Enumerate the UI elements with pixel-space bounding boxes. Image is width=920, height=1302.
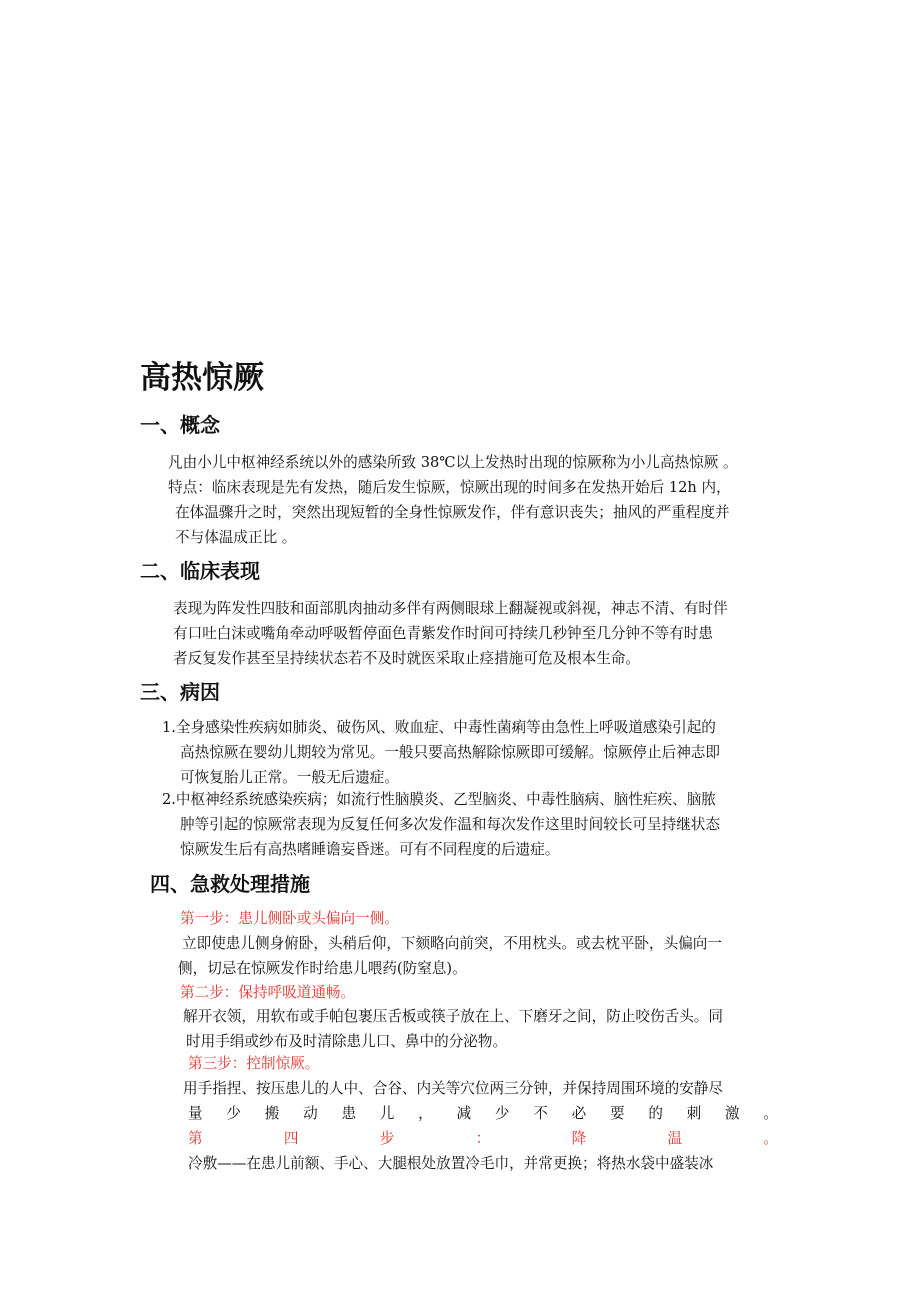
- concept-paragraph: [168, 450, 738, 550]
- step1-title: [180, 906, 399, 931]
- spread-char: 的: [648, 1105, 663, 1122]
- paragraph-line: 惊厥发生后有高热嗜睡谵妄昏迷。可有不同程度的后遗症。: [180, 841, 560, 858]
- spread-char: 儿: [379, 1105, 395, 1122]
- paragraph-line: 在体温骤升之时，突然出现短暂的全身性惊厥发作，伴有意识丧失；抽风的严重程度并: [175, 504, 730, 521]
- spread-char: 步: [379, 1130, 395, 1147]
- step3-body: [183, 1076, 783, 1126]
- step-title-text: 第二步：保持呼吸道通畅。: [180, 984, 356, 1001]
- spread-char: 降: [571, 1130, 587, 1147]
- step3-title: [188, 1051, 319, 1076]
- spread-char: ，: [418, 1105, 433, 1122]
- spread-char: 少: [494, 1105, 510, 1122]
- paragraph-line: 立即使患儿侧身俯卧，头稍后仰，下颏略向前突，不用枕头。或去枕平卧，头偏向一: [182, 935, 722, 952]
- paragraph-line: 侧，切忌在惊厥发作时给患儿喂药(防窒息)。: [178, 960, 467, 977]
- spread-char: 激: [725, 1105, 740, 1122]
- step2-body: [183, 1004, 723, 1054]
- step-title-text: 第三步：控制惊厥。: [188, 1055, 320, 1072]
- cause-item-1: [162, 715, 720, 790]
- paragraph-line: 不与体温成正比 。: [175, 529, 297, 546]
- paragraph-line: 者反复发作甚至呈持续状态若不及时就医采取止痉措施可危及根本生命。: [173, 650, 641, 667]
- spread-line-step4: [188, 1126, 778, 1151]
- paragraph-line: 解开衣领，用软布或手帕包裹压舌板或筷子放在上、下磨牙之间，防止咬伤舌头。同: [183, 1008, 723, 1025]
- section-heading-firstaid: 四、急救处理措施: [150, 872, 310, 896]
- paragraph-line: 时用手绢或纱布及时清除患儿口、鼻中的分泌物。: [186, 1033, 508, 1050]
- section-heading-cause: 三、病因: [140, 680, 220, 704]
- paragraph-line: 1.全身感染性疾病如肺炎、破伤风、败血症、中毒性菌痢等由急性上呼吸道感染引起的: [162, 719, 716, 736]
- spread-char: 刺: [686, 1105, 702, 1122]
- spread-char: 必: [571, 1105, 587, 1122]
- paragraph-line: 冷敷——在患儿前额、手心、大腿根处放置冷毛巾，并常更换；将热水袋中盛装冰: [188, 1155, 714, 1172]
- step4-body: [188, 1151, 713, 1176]
- spread-char: 患: [341, 1105, 357, 1122]
- spread-char: 温: [667, 1130, 683, 1147]
- spread-char: 少: [226, 1105, 241, 1122]
- paragraph-line: 肿等引起的惊厥常表现为反复任何多次发作温和每次发作这里时间较长可呈持继状态: [180, 816, 720, 833]
- paragraph-line: 高热惊厥在婴幼儿期较为常见。一般只要高热解除惊厥即可缓解。惊厥停止后神志即: [180, 744, 720, 761]
- spread-char: 。: [763, 1130, 778, 1147]
- paragraph-line: 特点：临床表现是先有发热，随后发生惊厥，惊厥出现的时间多在发热开始后 12h 内，: [168, 479, 731, 496]
- step4-title: [188, 1126, 778, 1151]
- spread-char: 动: [303, 1105, 318, 1122]
- step2-title: [180, 980, 355, 1005]
- paragraph-line: 可恢复胎儿正常。一般无后遗症。: [180, 769, 399, 786]
- cause-item-2: [162, 787, 720, 862]
- spread-char: 四: [283, 1130, 299, 1147]
- clinical-paragraph: [173, 596, 728, 671]
- paragraph-line: 凡由小儿中枢神经系统以外的感染所致 38℃以上发热时出现的惊厥称为小儿高热惊厥 。: [168, 454, 738, 471]
- spread-char: 搬: [264, 1105, 280, 1122]
- spread-char: 。: [763, 1105, 778, 1122]
- spread-line-step3: [188, 1101, 778, 1126]
- spread-char: 要: [609, 1105, 625, 1122]
- page-title: 高热惊厥: [140, 360, 264, 396]
- section-heading-concept: 一、概念: [140, 413, 220, 437]
- step-title-text: 第一步：患儿侧卧或头偏向一侧。: [180, 910, 399, 927]
- spread-char: ：: [475, 1130, 491, 1147]
- paragraph-line: 表现为阵发性四肢和面部肌肉抽动多伴有两侧眼球上翻凝视或斜视，神志不清、有时伴: [173, 600, 728, 617]
- paragraph-line: 2.中枢神经系统感染疾病；如流行性脑膜炎、乙型脑炎、中毒性脑病、脑性疟疾、脑脓: [162, 791, 716, 808]
- paragraph-line: 用手指捏、按压患儿的人中、合谷、内关等穴位两三分钟，并保持周围环境的安静尽: [183, 1080, 723, 1097]
- section-heading-clinical: 二、临床表现: [140, 559, 260, 583]
- paragraph-line: 有口吐白沫或嘴角牵动呼吸暂停面色青紫发作时间可持续几秒钟至几分钟不等有时患: [173, 625, 713, 642]
- spread-char: 减: [456, 1105, 472, 1122]
- spread-char: 第: [188, 1130, 203, 1147]
- spread-char: 不: [533, 1105, 548, 1122]
- spread-char: 量: [188, 1105, 203, 1122]
- step1-body: [178, 931, 722, 981]
